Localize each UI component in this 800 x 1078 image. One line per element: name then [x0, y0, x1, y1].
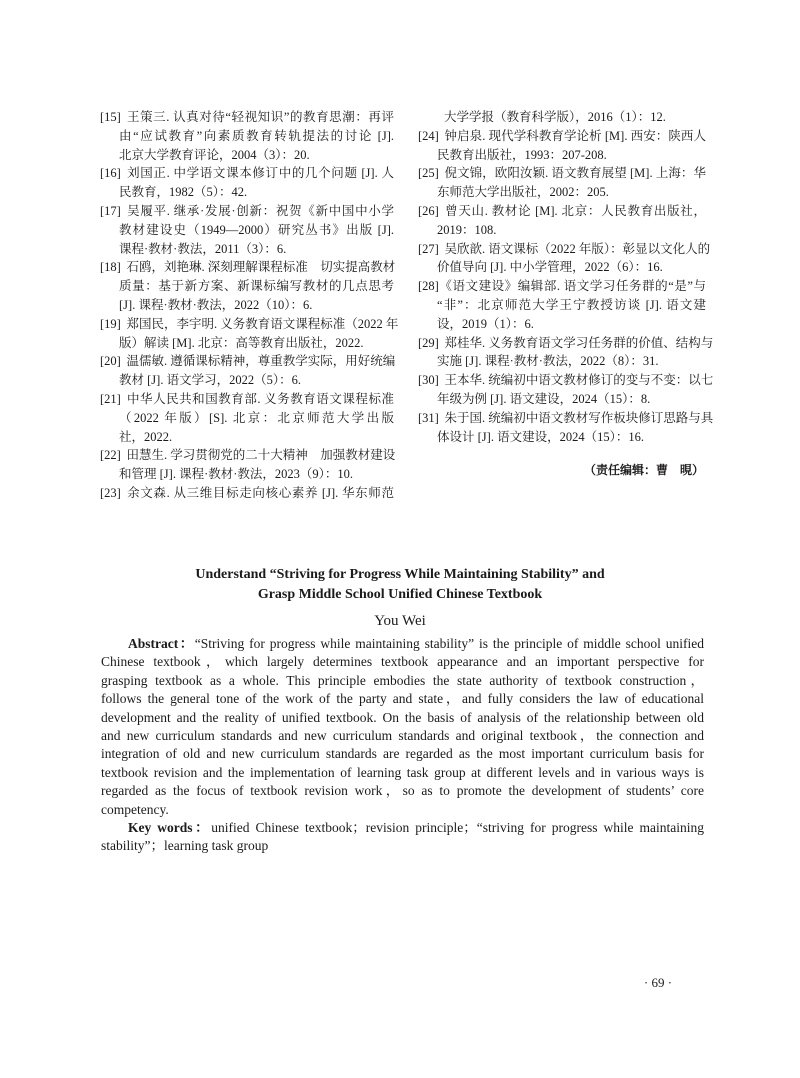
references-left-column	[100, 108, 399, 503]
reference-text: 田慧生. 学习贯彻党的二十大精神 加强教材建设	[126, 448, 396, 463]
references-right-column	[418, 108, 714, 446]
abstract-line: grasping textbook as a whole. This principle embodies the state authority of textbook construction，	[101, 672, 704, 688]
reference-entry	[418, 334, 714, 372]
reference-text: 《语文建设》编辑部. 语文学习任务群的“是”与	[438, 279, 706, 294]
reference-text: 吴欣歆. 语文课标（2022 年版）：彰显以文化人的	[444, 241, 711, 256]
abstract-line	[101, 635, 704, 653]
reference-line	[100, 484, 394, 503]
reference-number: [23]	[100, 485, 121, 500]
reference-text: 刘国正. 中学语文课本修订中的几个问题 [J]. 人	[126, 166, 394, 181]
reference-line: 大学学报（教育科学版），2016（1）：12.	[444, 110, 666, 124]
reference-entry	[100, 446, 394, 484]
reference-line: （2022 年版）[S]. 北京：北京师范大学出版	[119, 410, 394, 425]
reference-entry	[100, 258, 394, 314]
reference-line: 2019：108.	[437, 222, 497, 237]
abstract-line: regarded as the focus of textbook revision work，so as to promote the development of students’ core	[101, 783, 704, 799]
reference-number: [26]	[418, 203, 439, 218]
reference-entry	[418, 277, 706, 333]
reference-line	[418, 127, 706, 146]
reference-number: [22]	[100, 448, 121, 463]
reference-text: 温儒敏. 遵循课标精神，尊重教学实际，用好统编	[126, 354, 396, 369]
reference-entry	[418, 127, 706, 165]
reference-line: “非”：北京师范大学王宁教授访谈 [J]. 语文建	[437, 297, 706, 312]
reference-entry-continuation	[418, 108, 706, 127]
reference-text: 王本华. 统编初中语文教材修订的变与不变：以七	[444, 373, 714, 388]
reference-entry	[100, 315, 399, 353]
reference-line	[100, 352, 394, 371]
reference-number: [21]	[100, 391, 121, 406]
english-abstract	[101, 635, 704, 856]
keywords-line	[101, 819, 704, 837]
reference-line: 价值导向 [J]. 中小学管理，2022（6）：16.	[437, 260, 663, 275]
reference-number: [30]	[418, 373, 439, 388]
reference-number: [20]	[100, 354, 121, 369]
reference-line	[418, 277, 706, 296]
reference-entry	[100, 108, 394, 164]
reference-text: 倪文锦，欧阳汝颖. 语文教育展望 [M]. 上海：华	[444, 166, 706, 181]
abstract-line: integration of old and new curriculum standards are regarded as the most important curriculum basis for	[101, 746, 704, 762]
reference-line	[100, 164, 394, 183]
reference-line	[100, 315, 399, 334]
reference-number: [25]	[418, 166, 439, 181]
keywords-text: unified Chinese textbook；revision principle；“striving for progress while maintaining	[211, 819, 705, 835]
reference-number: [19]	[100, 316, 121, 331]
reference-entry	[418, 164, 706, 202]
keywords-line: stability”；learning task group	[101, 838, 269, 854]
reference-line	[100, 390, 394, 409]
reference-entry	[100, 202, 394, 258]
reference-text: 吴履平. 继承·发展·创新：祝贺《新中国中小学	[126, 203, 394, 218]
reference-line	[418, 164, 706, 183]
abstract-line: development and the reality of unified textbook. On the basis of analysis of the relationship between old	[101, 709, 704, 725]
reference-line: 由“应试教育”向素质教育转轨提法的讨论 [J].	[119, 128, 394, 143]
reference-text: 朱于国. 统编初中语文教材写作板块修订思路与具	[444, 410, 714, 425]
reference-line: 设，2019（1）：6.	[437, 316, 534, 331]
reference-entry	[418, 240, 711, 278]
reference-number: [18]	[100, 260, 121, 275]
reference-line	[418, 371, 714, 390]
author-name: You Wei	[374, 613, 426, 629]
reference-number: [24]	[418, 128, 439, 143]
reference-entry	[100, 390, 394, 446]
reference-line: 北京大学教育评论，2004（3）：20.	[119, 147, 310, 162]
reference-line: 教材建设史（1949—2000）研究丛书》出版 [J].	[119, 222, 394, 237]
reference-entry	[418, 409, 714, 447]
abstract-line: Chinese textbook，which largely determines textbook appearance and an important perspective for	[101, 654, 704, 670]
reference-line: 版）解读 [M]. 北京：高等教育出版社，2022.	[119, 335, 364, 350]
reference-line: [J]. 课程·教材·教法，2022（10）：6.	[119, 297, 313, 312]
reference-line	[418, 240, 711, 259]
reference-line	[418, 409, 714, 428]
reference-number: [28]	[418, 279, 439, 294]
reference-entry	[100, 352, 394, 390]
reference-number: [31]	[418, 410, 439, 425]
abstract-line: follows the general tone of the work of the party and state，and fully considers the law of educational	[101, 691, 704, 707]
reference-entry	[418, 371, 714, 409]
reference-number: [27]	[418, 241, 439, 256]
english-title-line: Grasp Middle School Unified Chinese Textbook	[257, 587, 543, 602]
reference-line	[418, 202, 706, 221]
reference-text: 王策三. 认真对待“轻视知识”的教育思潮：再评	[126, 110, 394, 124]
abstract-text: “Striving for progress while maintaining stability” is the principle of middle school unified	[194, 636, 704, 651]
english-title-line: Understand “Striving for Progress While Maintaining Stability” and	[195, 567, 605, 582]
reference-line: 和管理 [J]. 课程·教材·教法，2023（9）：10.	[119, 467, 354, 482]
reference-number: [17]	[100, 203, 121, 218]
reference-line: 教材 [J]. 语文学习，2022（5）：6.	[119, 373, 301, 388]
reference-number: [16]	[100, 166, 121, 181]
reference-line: 社，2022.	[119, 429, 173, 444]
reference-line: 民教育，1982（5）：42.	[119, 185, 248, 200]
reference-line: 东师范大学出版社，2002：205.	[437, 185, 609, 200]
reference-number: [15]	[100, 110, 121, 124]
reference-entry	[418, 202, 706, 240]
reference-entry	[100, 164, 394, 202]
reference-text: 石鸥，刘艳琳. 深刻理解课程标准 切实提高教材	[126, 260, 396, 275]
reference-line: 民教育出版社，1993：207-208.	[437, 147, 607, 162]
reference-number: [29]	[418, 335, 439, 350]
page-number: · 69 ·	[643, 975, 673, 990]
reference-line	[100, 446, 394, 465]
reference-text: 郑桂华. 义务教育语文学习任务群的价值、结构与	[444, 335, 714, 350]
abstract-label: Abstract：	[128, 636, 195, 651]
abstract-line: textbook revision and the implementation of learning task group at different levels and in various ways is	[101, 764, 704, 780]
reference-line	[100, 108, 394, 127]
reference-line	[100, 202, 394, 221]
reference-text: 曾天山. 教材论 [M]. 北京：人民教育出版社，	[444, 203, 706, 218]
reference-line	[100, 258, 394, 277]
responsible-editor-note: （责任编辑：曹 晛）	[583, 463, 704, 477]
reference-line: 实施 [J]. 课程·教材·教法，2022（8）：31.	[437, 354, 659, 369]
reference-text: 中华人民共和国教育部. 义务教育语文课程标准	[126, 391, 394, 406]
reference-line: 课程·教材·教法，2011（3）：6.	[119, 241, 287, 256]
reference-text: 余文森. 从三维目标走向核心素养 [J]. 华东师范	[126, 485, 394, 500]
reference-text: 钟启泉. 现代学科教育学论析 [M]. 西安：陕西人	[444, 128, 706, 143]
reference-line: 质量：基于新方案、新课标编写教材的几点思考	[119, 279, 394, 294]
reference-line: 年级为例 [J]. 语文建设，2024（15）：8.	[437, 391, 651, 406]
reference-line: 体设计 [J]. 语文建设，2024（15）：16.	[437, 429, 644, 444]
keywords-label: Key words：	[128, 819, 212, 835]
reference-entry	[100, 484, 394, 503]
abstract-line: and new curriculum standards and new curriculum standards and original textbook，the connection and	[101, 727, 704, 743]
reference-text: 郑国民，李宇明. 义务教育语文课程标准（2022 年	[126, 316, 399, 331]
abstract-line: competency.	[101, 801, 169, 817]
reference-line	[418, 334, 714, 353]
